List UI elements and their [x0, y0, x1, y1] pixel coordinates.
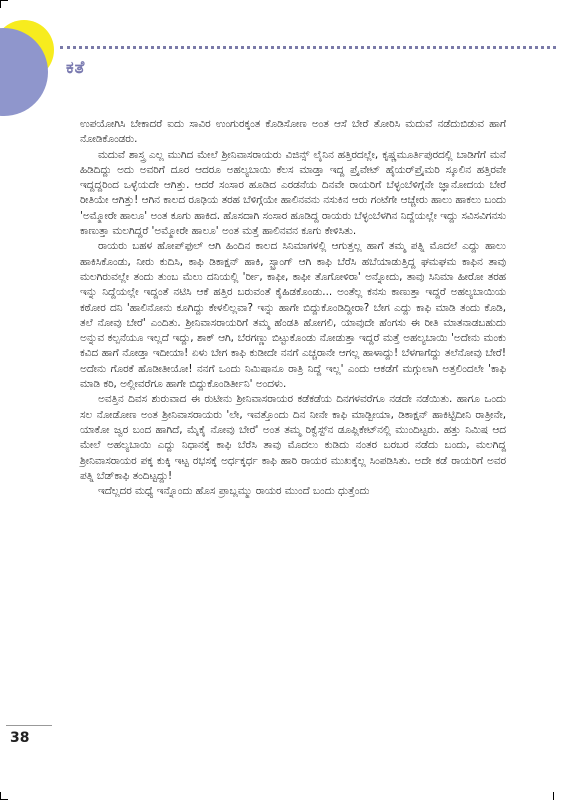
paragraph-1: ಉಪಯೋಗಿಸಿ ಬೇಕಾದರೆ ಐದು ಸಾವಿರ ಉಂಗುರಕ್ಕಂತ ಕೊಡಿಸೋಣ ಅಂತ ಆಸೆ ಬೇರೆ ತೋರಿಸಿ ಮದುವೆ ನಡೆದುಬಿಡುವ ಹಾಗೆ ನೋಡಿಕೊಂಡರು.	[80, 118, 506, 146]
paragraph-3: ರಾಯರು ಬಹಳ ಹೋಪ್‌ಫುಲ್ ಆಗಿ ಹಿಂದಿನ ಕಾಲದ ಸಿನಿಮಾಗಳಲ್ಲಿ ಆಗುತ್ತಲ್ಲ ಹಾಗೆ ತಮ್ಮ ಪತ್ನಿ ಮೊದಲೆ ಎದ್ದು ಹಾಲು ಹಾಕಿಸಿಕೊಂಡು, ನೀರು ಕುದಿಸಿ, ಕಾಫಿ ಡಿಕಾಕ್ಷನ್ ಹಾಕಿ, ಸ್ಟ್ರಾಂಗ್ ಆಗಿ ಕಾಫಿ ಬೆರೆಸಿ ಹಬೆಯಾಡುತ್ತಿದ್ದ ಘಮಘಮ ಕಾಫಿನ ತಾವು ಮಲಗಿರುವಲ್ಲೇ ತಂದು ತುಂಬ ಮೆಲು ದನಿಯಲ್ಲಿ 'ರ್ರೀ, ಕಾಫೀ, ಕಾಫೀ ತೊಗೋಳಿರಾ' ಅನ್ನೋದು, ತಾವು ಸಿನಿಮಾ ಹೀರೋ ತರಹ ಇನ್ನು ನಿದ್ದೆಯಲ್ಲೇ ಇದ್ದಂತೆ ನಟಿಸಿ ಆಕೆ ಹತ್ತಿರ ಬರುವಂತೆ ಕೈಹಿಡಕೊಂಡು... ಅಂತೆಲ್ಲ ಕನಸು ಕಾಣುತ್ತಾ ಇದ್ದರೆ ಅಹಲ್ಯಬಾಯಿಯ ಕಠೋರ ದನಿ 'ಹಾಲಿನೋನು ಕೂಗಿದ್ದು ಕೇಳಲಿಲ್ಲವಾ? ಇನ್ನು ಹಾಗೇ ಬಿದ್ದುಕೊಂಡಿದ್ದೀರಾ? ಬೇಗ ಎದ್ದು ಕಾಫಿ ಮಾಡಿ ತಂದು ಕೊಡಿ, ತಲೆ ನೋವು ಬೇರೆ' ಎಂದಿತು. ಶ್ರೀನಿವಾಸರಾಯರಿಗೆ ತಮ್ಮ ಹೆಂಡತಿ ಹೋಗಲಿ, ಯಾವುದೇ ಹೆಂಗಸು ಈ ರೀತಿ ಮಾತನಾಡಬಹುದು ಅನ್ನುವ ಕಲ್ಪನೆಯೂ ಇಲ್ಲದೆ ಇದ್ದು, ಶಾಕ್ ಆಗಿ, ಬೆರಗಣ್ಣು ಬಿಟ್ಟುಕೊಂಡು ನೋಡುತ್ತಾ ಇದ್ದರೆ ಮತ್ತೆ ಅಹಲ್ಯಬಾಯಿ 'ಅದೇನು ಮಂಕು ಕವಿದ ಹಾಗೆ ನೋಡ್ತಾ ಇದೀಯಾ! ಏಳು ಬೇಗ ಕಾಫಿ ಕುಡೀದೇ ನನಗೆ ಎಚ್ಚರಾನೇ ಆಗಲ್ಲ ಹಾಳಾದ್ದು! ಬೆಳಗಾಗೆದ್ದು ತಲೆನೋವು ಬೇರೆ! ಅದೇನು ಗೊರಕೆ ಹೊಡೀತೀಯೋ! ನನಗೆ ಒಂದು ನಿಮಿಷಾನೂ ರಾತ್ರಿ ನಿದ್ದೆ ಇಲ್ಲ' ಎಂದು ಆಕಡೆಗೆ ಮಗ್ಗುಲಾಗಿ ಅತ್ತಲಿಂದಲೇ 'ಕಾಫಿ ಮಾಡಿ ಕರಿ, ಅಲ್ಲೀವರೆಗೂ ಹಾಗೇ ಬಿದ್ದುಕೊಂಡಿರ್ತೀನಿ' ಅಂದಳು.	[80, 240, 506, 391]
crop-mark-bottom-right	[553, 792, 554, 800]
page-number: 38	[10, 730, 30, 746]
article-body	[80, 117, 506, 499]
paragraph-5: ಇದೆಲ್ಲದರ ಮಧ್ಯೆ ಇನ್ನೊಂದು ಹೊಸ ಪ್ರಾಬ್ಲಮ್ಮು ರಾಯರ ಮುಂದೆ ಬಂದು ಧುತ್ತೆಂದು	[98, 485, 370, 498]
section-title: ಕತೆ	[66, 58, 86, 78]
paragraph-4: ಅವತ್ತಿನ ದಿವಸ ಶುರುವಾದ ಈ ರುಟೀನು ಶ್ರೀನಿವಾಸರಾಯರ ಕಡೆಕಡೆಯ ದಿನಗಳವರೆಗೂ ನಡದೇ ನಡೆಯಿತು. ಹಾಗೂ ಒಂದು ಸಲ ನೋಡೋಣ ಅಂತ ಶ್ರೀನಿವಾಸರಾಯರು 'ಲೇ, ಇವತ್ತೊಂದು ದಿನ ನೀನೇ ಕಾಫಿ ಮಾಡ್ಬೀಯಾ, ಡಿಕಾಕ್ಷನ್ ಹಾಕಿಟ್ಟಿದೀನಿ ರಾತ್ರೀನೇ, ಯಾಕೋ ಜ್ವರ ಬಂದ ಹಾಗಿದೆ, ಮೈಕೈ ನೋವು ಬೇರೆ' ಅಂತ ತಮ್ಮ ರಿಕ್ವೆಸ್ಟ್‌ನ ಡೂಪ್ಲಿಕೇಟ್‌ನಲ್ಲಿ ಮುಂದಿಟ್ಟರು. ಹತ್ತು ನಿಮಿಷ ಆದ ಮೇಲೆ ಅಹಲ್ಯಬಾಯಿ ಎದ್ದು ನಿಧಾನಕ್ಕೆ ಕಾಫಿ ಬೆರೆಸಿ ತಾವು ಮೊದಲು ಕುಡಿದು ನಂತರ ಬರಬರ ನಡೆದು ಬಂದು, ಮಲಗಿದ್ದ ಶ್ರೀನಿವಾಸರಾಯರ ಪಕ್ಕ ಕುಕ್ಕಿ ಇಟ್ಟ ರಭಸಕ್ಕೆ ಅರ್ಧಕ್ಕರ್ಧ ಕಾಫಿ ಹಾರಿ ರಾಯರ ಮುಖಕ್ಕೆಲ್ಲ ಸಿಂಪಡಿಸಿತು. ಅದೇ ಕಡೆ ರಾಯರಿಗೆ ಅವರ ಪತ್ನಿ ಬೆಡ್‌ಕಾಫಿ ತಂದಿಟ್ಟದ್ದು!	[80, 393, 506, 482]
crop-mark-top-left-h	[0, 0, 8, 1]
header-dotted-rule	[60, 46, 556, 49]
page-number-rule	[6, 725, 52, 726]
paragraph-2: ಮದುವೆ ಶಾಸ್ತ್ರ ಎಲ್ಲ ಮುಗಿದ ಮೇಲೆ ಶ್ರೀನಿವಾಸರಾಯರು ವಿಜಿನ್ಸ್ ಲೈನಿನ ಹತ್ತಿರದಲ್ಲೇ, ಕೃಷ್ಣಮೂರ್ತಿಪುರದಲ್ಲಿ ಬಾಡಿಗೆಗೆ ಮನೆ ಹಿಡಿದಿದ್ದು ಅದು ಅವರಿಗೆ ದೂರ ಆದರೂ ಅಹಲ್ಯಬಾಯಿ ಕೆಲಸ ಮಾಡ್ತಾ ಇದ್ದ ಪ್ರೈವೇಟ್ ಹೈಯರ್‌ಪ್ರೈಮರಿ ಸ್ಕೂಲಿನ ಹತ್ತಿರವೇ ಇದ್ದದ್ದರಿಂದ ಒಳ್ಳೆಯದೇ ಆಗಿತ್ತು. ಆದರೆ ಸಂಸಾರ ಹೂಡಿದ ಎರಡನೆಯ ದಿನವೇ ರಾಯರಿಗೆ ಬೆಳ್ಳಂಬೆಳಿಗ್ಗೆನೇ ಜ್ಞಾನೋದಯ ಬೇರೆ ರೀತಿಯೇ ಆಗಿತ್ತು! ಆಗಿನ ಕಾಲದ ರೂಢಿಯ ತರಹ ಬೆಳಿಗ್ಗೆಯೇ ಹಾಲಿನವನು ನಸುಕಿನ ಆರು ಗಂಟೆಗೇ ಆಚ್ಚೇರು ಹಾಲು ಹಾಕಲು ಬಂದು 'ಅಮ್ಮೋರೇ ಹಾಲೂ' ಅಂತ ಕೂಗು ಹಾಕಿದ. ಹೊಸದಾಗಿ ಸಂಸಾರ ಹೂಡಿದ್ದ ರಾಯರು ಬೆಳ್ಳಂಬೆಳಗಿನ ನಿದ್ದೆಯಲ್ಲೇ ಇದ್ದು ಸವಿಸವಿಗನಸು ಕಾಣುತ್ತಾ ಮಲಗಿದ್ದರೆ 'ಅಮ್ಮೋರೇ ಹಾಲೂ' ಅಂತ ಮತ್ತೆ ಹಾಲಿನವನ ಕೂಗು ಕೇಳಿಸಿತು.	[80, 148, 506, 238]
crop-mark-top-left	[0, 0, 1, 8]
